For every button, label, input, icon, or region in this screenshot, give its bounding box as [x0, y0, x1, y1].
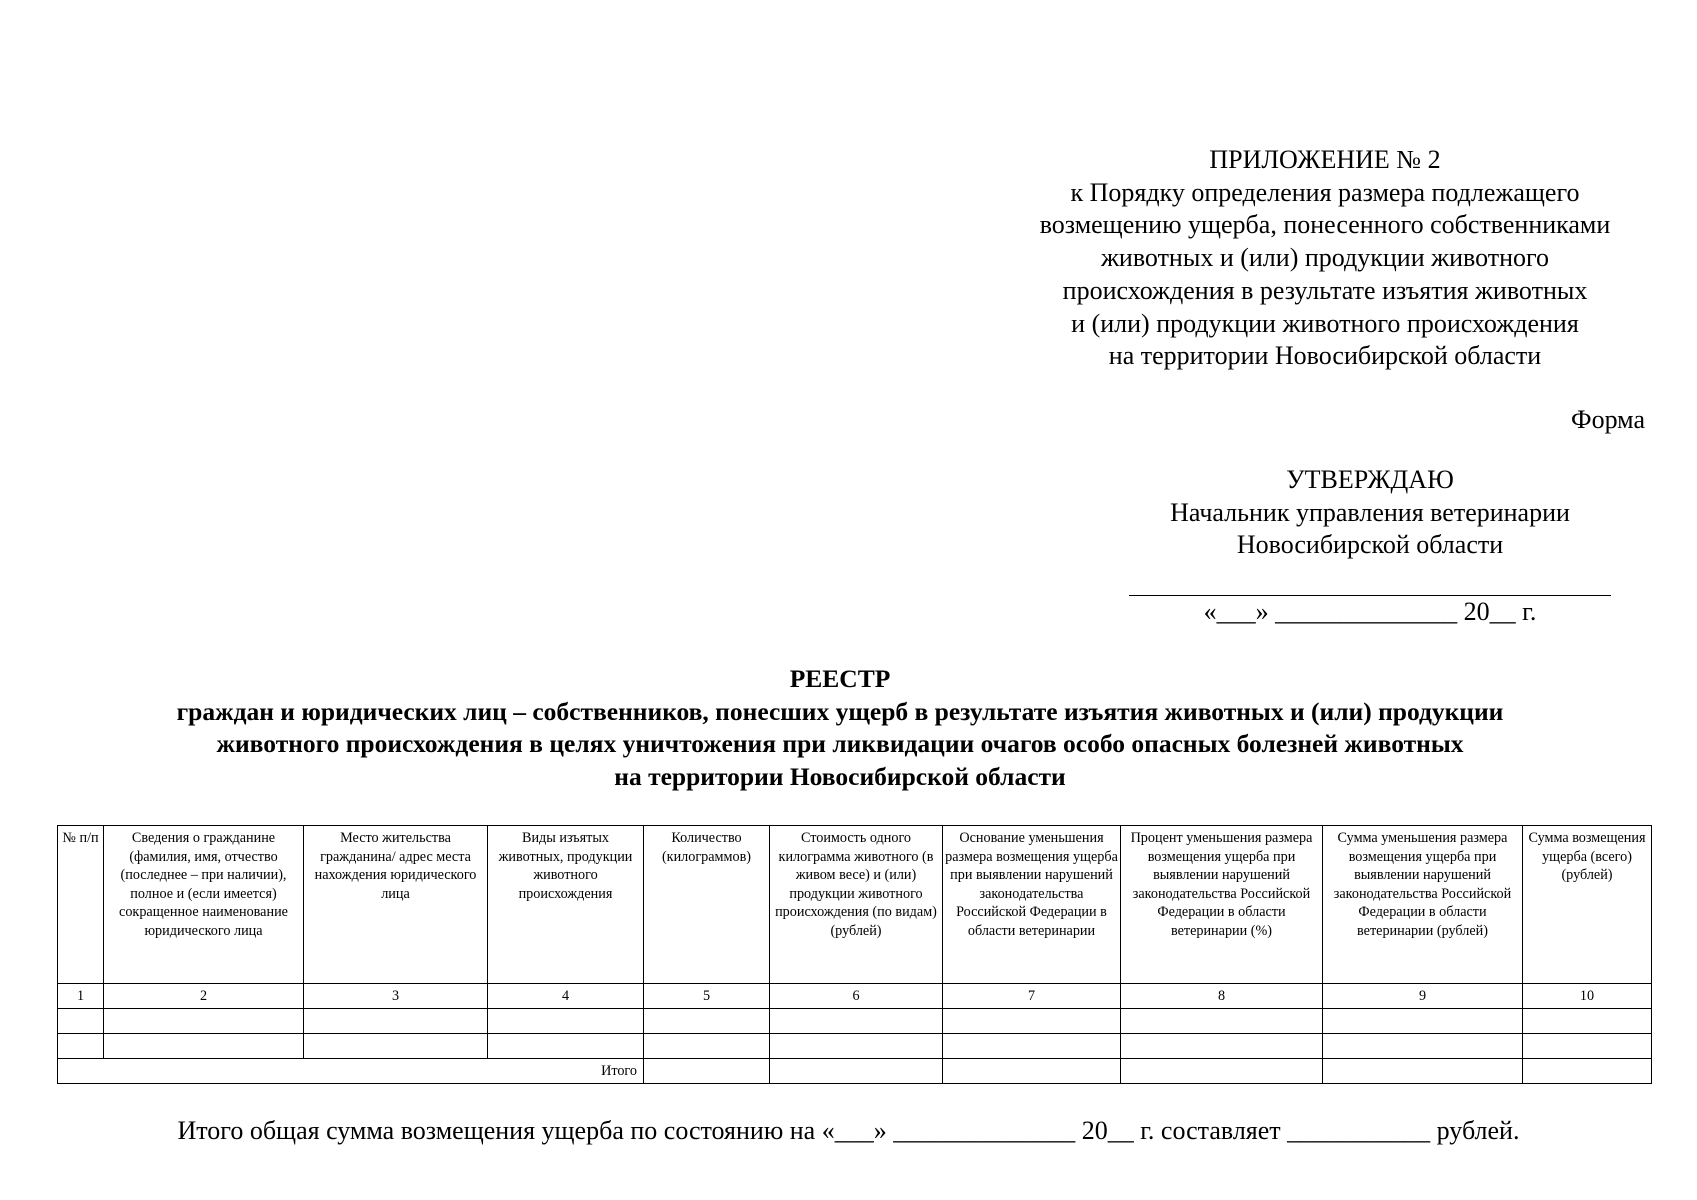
- col-header-number: № п/п: [58, 826, 104, 984]
- table-cell: [1523, 1034, 1652, 1059]
- column-number: 8: [1121, 984, 1323, 1009]
- column-number: 2: [104, 984, 304, 1009]
- table-row: [58, 1009, 1652, 1034]
- table-cell: [58, 1034, 104, 1059]
- table-cell: [1323, 1009, 1523, 1034]
- approval-heading: УТВЕРЖДАЮ: [1286, 465, 1454, 494]
- col-header-reduction-percent: Процент уменьшения размера возмещения ущерба при выявлении нарушений законодательства Российской Федерации в области ветеринарии (%): [1121, 826, 1323, 984]
- table-cell: [304, 1009, 488, 1034]
- title-heading: РЕЕСТР: [789, 664, 891, 693]
- table-cell: [770, 1059, 943, 1084]
- title-line: животного происхождения в целях уничтожения при ликвидации очагов особо опасных болезней животных: [216, 729, 1464, 758]
- appendix-line: возмещению ущерба, понесенного собственниками: [1039, 210, 1611, 240]
- summary-line: Итого общая сумма возмещения ущерба по состоянию на «___» ______________ 20__ г. составляет ___________ рублей.: [177, 1116, 1520, 1145]
- registry-table: [57, 825, 1652, 1084]
- col-header-total-compensation: Сумма возмещения ущерба (всего) (рублей): [1523, 826, 1652, 984]
- total-label: Итого: [58, 1059, 644, 1084]
- appendix-number: ПРИЛОЖЕНИЕ № 2: [1209, 145, 1441, 174]
- table-cell: [644, 1059, 770, 1084]
- table-cell: [488, 1009, 644, 1034]
- column-number: 1: [58, 984, 104, 1009]
- approval-date-line: «___» ______________ 20__ г.: [1203, 597, 1537, 626]
- appendix-line: происхождения в результате изъятия животных: [1062, 275, 1588, 305]
- table-cell: [304, 1034, 488, 1059]
- table-cell: [58, 1009, 104, 1034]
- col-header-animal-types: Виды изъятых животных, продукции животного происхождения: [488, 826, 644, 984]
- col-header-reduction-basis: Основание уменьшения размера возмещения ущерба при выявлении нарушений законодательства Российской Федерации в области ветеринарии: [943, 826, 1121, 984]
- table-cell: [104, 1034, 304, 1059]
- appendix-line: к Порядку определения размера подлежащего: [1070, 177, 1580, 207]
- table-cell: [943, 1034, 1121, 1059]
- form-label: Форма: [1571, 405, 1645, 434]
- table-cell: [644, 1034, 770, 1059]
- table-cell: [943, 1009, 1121, 1034]
- approval-block: [1120, 464, 1620, 562]
- column-number-row: [58, 984, 1652, 1009]
- table-cell: [644, 1009, 770, 1034]
- table-cell: [1323, 1034, 1523, 1059]
- table-row: [58, 1034, 1652, 1059]
- table-header-row: [58, 826, 1652, 984]
- appendix-line: животных и (или) продукции животного: [1100, 243, 1550, 273]
- column-number: 5: [644, 984, 770, 1009]
- table-cell: [104, 1009, 304, 1034]
- column-number: 10: [1523, 984, 1652, 1009]
- table-cell: [1523, 1059, 1652, 1084]
- column-number: 9: [1323, 984, 1523, 1009]
- table-cell: [1523, 1009, 1652, 1034]
- table-cell: [770, 1009, 943, 1034]
- col-header-owner-info: Сведения о гражданине (фамилия, имя, отчество (последнее – при наличии), полное и (если имеется) сокращенное наименование юридического лица: [104, 826, 304, 984]
- table-cell: [1121, 1009, 1323, 1034]
- column-number: 4: [488, 984, 644, 1009]
- table-cell: [1121, 1034, 1323, 1059]
- title-line: граждан и юридических лиц – собственников, понесших ущерб в результате изъятия животных и (или) продукции: [176, 696, 1504, 726]
- col-header-unit-cost: Стоимость одного килограмма животного (в живом весе) и (или) продукции животного происхождения (по видам) (рублей): [770, 826, 943, 984]
- approval-region: Новосибирской области: [1236, 530, 1504, 559]
- table-cell: [488, 1034, 644, 1059]
- col-header-address: Место жительства гражданина/ адрес места нахождения юридического лица: [304, 826, 488, 984]
- document-title: [60, 663, 1620, 793]
- column-number: 7: [943, 984, 1121, 1009]
- column-number: 3: [304, 984, 488, 1009]
- appendix-header: [1000, 144, 1650, 373]
- table-cell: [1323, 1059, 1523, 1084]
- column-number: 6: [770, 984, 943, 1009]
- appendix-line: и (или) продукции животного происхождения: [1071, 308, 1579, 338]
- col-header-quantity: Количество (килограммов): [644, 826, 770, 984]
- table-cell: [770, 1034, 943, 1059]
- title-line: на территории Новосибирской области: [614, 761, 1066, 791]
- total-row: [58, 1059, 1652, 1084]
- table-cell: [943, 1059, 1121, 1084]
- col-header-reduction-sum: Сумма уменьшения размера возмещения ущерба при выявлении нарушений законодательства Российской Федерации в области ветеринарии (рублей): [1323, 826, 1523, 984]
- table-cell: [1121, 1059, 1323, 1084]
- appendix-line: на территории Новосибирской области: [1108, 341, 1542, 371]
- approval-position: Начальник управления ветеринарии: [1170, 497, 1570, 527]
